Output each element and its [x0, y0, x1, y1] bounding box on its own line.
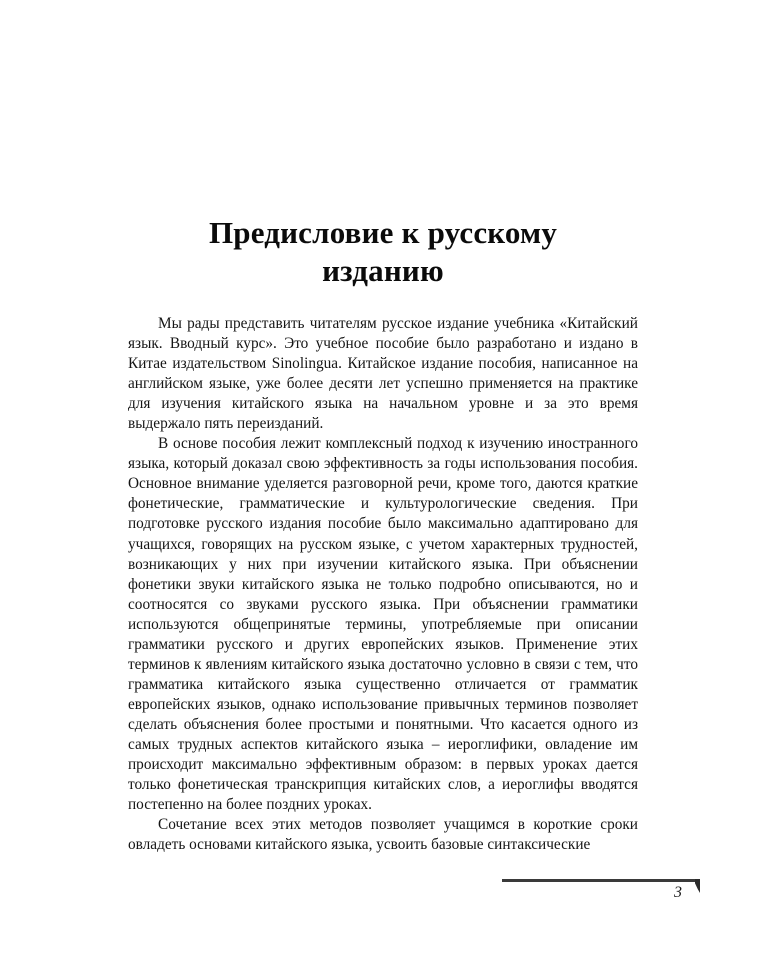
body-text — [128, 314, 638, 855]
page-number: 3 — [674, 884, 682, 901]
page-title-line-2: изданию — [322, 252, 444, 288]
paragraph-1: Мы рады представить читателям русское издание учебника «Китайский язык. Вводный курс». Это учебное пособие было разработано и издано в Китае издательством Sinolingua. Китайское издание пособия, написанное на английском языке, уже более десяти лет успешно применяется на практике для изучения китайского языка на начальном уровне и за это время выдержало пять переизданий. — [128, 315, 638, 433]
paragraph-3: Сочетание всех этих методов позволяет учащимся в короткие сроки овладеть основами китайского языка, усвоить базовые синтаксические — [128, 816, 638, 854]
page-title-line-1: Предисловие к русскому — [208, 214, 558, 250]
footer-corner-tick-icon — [695, 879, 700, 893]
paragraph-2: В основе пособия лежит комплексный подход к изучению иностранного языка, который доказал свою эффективность за годы использования пособия. Основное внимание уделяется разговорной речи, кроме того, даются краткие фонетические, грамматические и культурологические сведения. При подготовке русского издания пособие было максимально адаптировано для учащихся, говорящих на русском языке, с учетом характерных трудностей, возникающих у них при изучении китайского языка. При объяснении фонетики звуки китайского языка не только подробно описываются, но и соотносятся со звуками русского языка. При объяснении грамматики используются общепринятые термины, употребляемые при описании грамматики русского и других европейских языков. Применение этих терминов к явлениям китайского языка достаточно условно в связи с тем, что грамматика китайского языка существенно отличается от грамматик европейских языков, однако использование привычных терминов позволяет сделать объяснения более простыми и понятными. Что касается одного из самых трудных аспектов китайского языка – иероглифики, овладение им происходит максимально эффективным образом: в первых уроках дается только фонетическая транскрипция китайских слов, а иероглифы вводятся постепенно на более поздних уроках. — [128, 435, 638, 814]
footer-rule — [502, 879, 700, 882]
page-title — [128, 214, 638, 290]
